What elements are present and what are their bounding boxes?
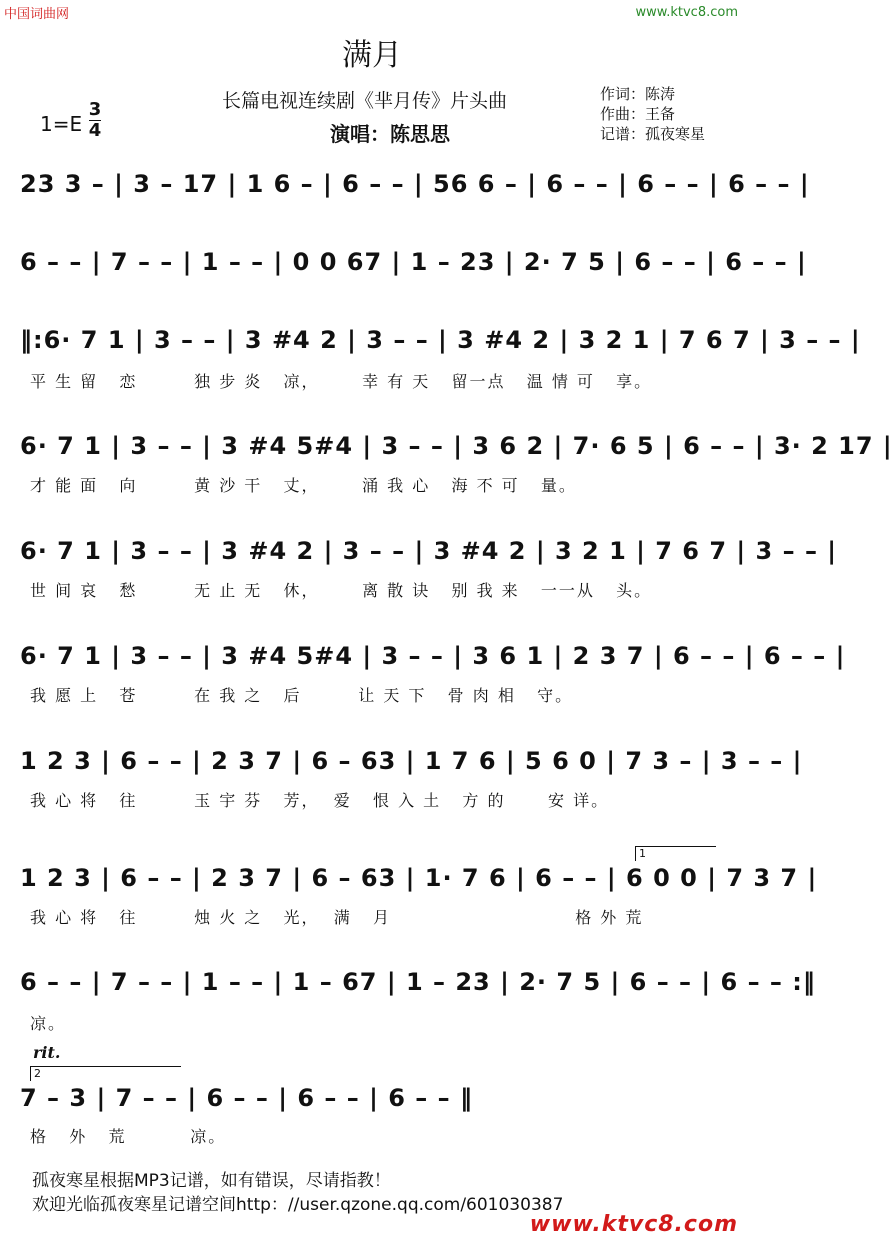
site-url-right[interactable]: www.ktvc8.com — [635, 5, 738, 20]
key-signature: 1=E — [40, 112, 83, 136]
time-signature-top: 3 — [88, 99, 102, 120]
time-signature — [87, 100, 103, 141]
lyric-line-1: 平 生 留 恋 独 步 炎 凉， 幸 有 天 留一点 温 情 可 享。 — [30, 372, 653, 391]
volta-number-1: 1 — [639, 847, 646, 860]
score-row-4: 6· 7 1 | 3 – – | 3 #4 5#4 | 3 – – | 3 6 2 | 7· 6 5 | 6 – – | 3· 2 17 | — [20, 432, 893, 460]
site-logo-left[interactable]: 中国词曲网 — [4, 7, 70, 22]
score-row-2: 6 – – | 7 – – | 1 – – | 0 0 67 | 1 – 23 | 2· 7 5 | 6 – – | 6 – – | — [20, 248, 807, 276]
lyric-line-8: 格 外 荒 凉。 — [30, 1127, 227, 1146]
score-row-7: 1 2 3 | 6 – – | 2 3 7 | 6 – 63 | 1 7 6 | 5 6 0 | 7 3 – | 3 – – | — [20, 747, 803, 775]
volta-bracket-1 — [635, 846, 716, 861]
score-row-10: 7 – 3 | 7 – – | 6 – – | 6 – – | 6 – – ‖ — [20, 1084, 474, 1112]
score-row-9: 6 – – | 7 – – | 1 – – | 1 – 67 | 1 – 23 | 2· 7 5 | 6 – – | 6 – – :‖ — [20, 968, 816, 996]
song-subtitle: 长篇电视连续剧《芈月传》片头曲 — [222, 90, 508, 112]
song-title: 满月 — [342, 38, 402, 73]
footer-note-1: 孤夜寒星根据MP3记谱，如有错误，尽请指教！ — [32, 1171, 391, 1191]
transcriber-credit: 记谱：孤夜寒星 — [600, 125, 706, 143]
score-row-3: ‖:6· 7 1 | 3 – – | 3 #4 2 | 3 – – | 3 #4 2 | 3 2 1 | 7 6 7 | 3 – – | — [20, 326, 861, 354]
lyric-line-7: 凉。 — [30, 1014, 67, 1033]
lyricist-credit: 作词：陈涛 — [600, 85, 676, 103]
lyric-line-4: 我 愿 上 苍 在 我 之 后 让 天 下 骨 肉 相 守。 — [30, 686, 574, 705]
lyric-line-5: 我 心 将 往 玉 宇 芬 芳， 爱 恨 入 土 方 的 安 详。 — [30, 791, 610, 810]
site-logo-bottom[interactable]: www.ktvc8.com — [529, 1212, 738, 1237]
score-row-6: 6· 7 1 | 3 – – | 3 #4 5#4 | 3 – – | 3 6 1 | 2 3 7 | 6 – – | 6 – – | — [20, 642, 846, 670]
composer-credit: 作曲：王备 — [600, 105, 676, 123]
volta-bracket-2 — [30, 1066, 181, 1081]
credits-block — [600, 84, 705, 144]
footer-note-2[interactable]: 欢迎光临孤夜寒星记谱空间http：//user.qzone.qq.com/601030387 — [32, 1195, 564, 1215]
singer-credit: 演唱：陈思思 — [330, 122, 450, 146]
lyric-line-3: 世 间 哀 愁 无 止 无 休， 离 散 诀 别 我 来 一一从 头。 — [30, 581, 653, 600]
volta-number-2: 2 — [34, 1067, 41, 1080]
score-row-8: 1 2 3 | 6 – – | 2 3 7 | 6 – 63 | 1· 7 6 | 6 – – | 6 0 0 | 7 3 7 | — [20, 864, 818, 892]
score-row-5: 6· 7 1 | 3 – – | 3 #4 2 | 3 – – | 3 #4 2 | 3 2 1 | 7 6 7 | 3 – – | — [20, 537, 838, 565]
score-row-1: 23 3 – | 3 – 17 | 1 6 – | 6 – – | 56 6 – | 6 – – | 6 – – | 6 – – | — [20, 170, 810, 198]
lyric-line-6: 我 心 将 往 烛 火 之 光， 满 月 格 外 荒 — [30, 908, 644, 927]
ritardando-mark: rit. — [33, 1043, 61, 1062]
lyric-line-2: 才 能 面 向 黄 沙 干 丈， 涌 我 心 海 不 可 量。 — [30, 476, 577, 495]
time-signature-bottom: 4 — [88, 120, 102, 141]
